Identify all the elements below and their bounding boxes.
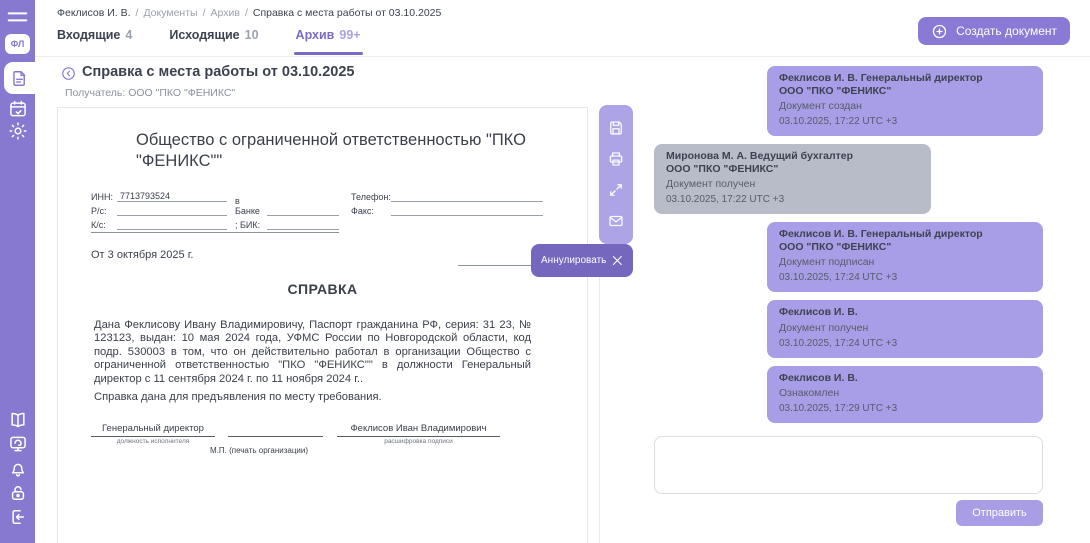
- message-timestamp: 03.10.2025, 17:22 UTC +3: [779, 116, 898, 127]
- inn-value: 7713793524: [117, 191, 227, 202]
- inn-label: ИНН:: [91, 192, 113, 202]
- message-action: Документ создан: [779, 100, 862, 112]
- message-timestamp: 03.10.2025, 17:29 UTC +3: [779, 403, 898, 414]
- message-author: Феклисов И. В.: [779, 371, 858, 384]
- signature-name-label: расшифровка подписи: [384, 438, 453, 445]
- security-lock-icon: [8, 483, 28, 503]
- fax-label: Факс:: [351, 206, 374, 216]
- bik-label: ; БИК:: [235, 220, 261, 230]
- print-icon[interactable]: [607, 150, 625, 168]
- sidebar: [0, 0, 35, 543]
- plus-circle-icon: [931, 23, 948, 40]
- message-author: Миронова М. А. Ведущий бухгалтер: [666, 150, 854, 162]
- sidebar-item-support[interactable]: [8, 434, 28, 454]
- bik-value-line: [267, 219, 339, 230]
- sidebar-item-handbook[interactable]: [8, 410, 28, 430]
- expand-icon[interactable]: [607, 181, 625, 199]
- message-org: ООО "ПКО "ФЕНИКС": [666, 162, 779, 175]
- sidebar-item-settings[interactable]: [8, 121, 28, 141]
- message-timestamp: 03.10.2025, 17:24 UTC +3: [779, 272, 898, 283]
- handbook-icon: [8, 410, 28, 430]
- bank-value-line: [267, 205, 339, 216]
- header-divider: [35, 56, 1090, 57]
- phone-label: Телефон:: [351, 192, 391, 202]
- signature-name: [337, 423, 500, 445]
- message-action: Документ получен: [666, 178, 756, 190]
- profile-badge[interactable]: ФЛ: [5, 34, 30, 54]
- document-date-line: От 3 октября 2025 г.: [91, 249, 194, 261]
- sidebar-item-security[interactable]: [8, 483, 28, 503]
- history-message: [767, 66, 1043, 136]
- rs-value-line: [117, 205, 227, 216]
- save-icon[interactable]: [607, 119, 625, 137]
- document-body: Дана Феклисову Ивану Владимировичу, Паспорт гражданина РФ, серия: 31 23, № 123123, выдан: 10 мая 2024 года, УФМС России по Новгородской области, код подр. 530003 в том, что он действительно работал в организации Общество с ограниченной ответственностью "ПКО "ФЕНИКС"" в должности Генеральный директор с 11 сентября 2024 г. по 11 ноября 2024 г..: [94, 319, 531, 385]
- document-requisites-right: [351, 190, 543, 218]
- tab-archive-label: Архив: [295, 28, 335, 42]
- breadcrumb-current: Справка с места работы от 03.10.2025: [252, 7, 442, 19]
- email-icon[interactable]: [607, 212, 625, 230]
- tab-outbox-count: 10: [244, 28, 259, 42]
- sidebar-item-documents[interactable]: [4, 62, 35, 94]
- sidebar-item-notifications[interactable]: [8, 459, 28, 479]
- message-org: ООО "ПКО "ФЕНИКС": [779, 240, 892, 253]
- tab-inbox[interactable]: [57, 28, 132, 55]
- breadcrumb-documents[interactable]: Документы: [143, 7, 198, 19]
- message-author: Феклисов И. В. Генеральный директор: [779, 72, 983, 84]
- create-document-button[interactable]: [918, 17, 1070, 45]
- breadcrumb-archive[interactable]: Архив: [210, 7, 240, 19]
- send-button[interactable]: Отправить: [956, 500, 1043, 526]
- message-action: Ознакомлен: [779, 387, 840, 399]
- signature-row: [91, 423, 500, 445]
- message-org: ООО "ПКО "ФЕНИКС": [779, 84, 892, 97]
- tab-archive[interactable]: [296, 28, 361, 55]
- support-icon: [8, 434, 28, 454]
- breadcrumb: [57, 7, 441, 19]
- annul-tooltip-label: Аннулировать: [541, 255, 607, 266]
- document-heading: СПРАВКА: [287, 281, 358, 297]
- documents-icon: [10, 69, 29, 88]
- notifications-bell-icon: [8, 459, 28, 479]
- message-action: Документ получен: [779, 321, 869, 334]
- tab-archive-count: 99+: [339, 28, 361, 42]
- column-divider: [599, 277, 600, 543]
- breadcrumb-user[interactable]: Феклисов И. В.: [57, 7, 131, 19]
- document-org-title: Общество с ограниченной ответственностью "ПКО "ФЕНИКС"": [136, 131, 526, 171]
- back-button[interactable]: [61, 66, 76, 81]
- logout-icon: [8, 507, 28, 527]
- recipient-line: Получатель: ООО "ПКО "ФЕНИКС": [65, 87, 236, 99]
- hamburger-menu-icon[interactable]: [7, 9, 28, 25]
- signature-name-value: Феклисов Иван Владимирович: [337, 423, 500, 437]
- document-requisites-left: [91, 190, 339, 232]
- chevron-left-circle-icon: [61, 66, 76, 81]
- phone-value-line: [391, 191, 543, 202]
- document-rule: [91, 232, 339, 233]
- stamp-note: М.П. (печать организации): [210, 446, 309, 455]
- tab-inbox-count: 4: [125, 28, 133, 42]
- bank-label: в Банке: [235, 196, 260, 216]
- signature-position: [91, 423, 215, 445]
- message-author: Феклисов И. В. Генеральный директор: [779, 228, 983, 240]
- settings-gear-icon: [8, 121, 28, 141]
- tab-outbox[interactable]: [169, 28, 258, 55]
- signature-blank: [228, 423, 323, 445]
- document-body-note: Справка дана для предъявления по месту требования.: [94, 391, 382, 403]
- document-number-line: [458, 265, 532, 266]
- sidebar-item-logout[interactable]: [8, 507, 28, 527]
- sidebar-item-tasks[interactable]: [8, 99, 28, 119]
- ks-value-line: [117, 219, 227, 230]
- breadcrumb-separator: /: [202, 7, 206, 19]
- signature-position-label: должность исполнителя: [116, 438, 190, 445]
- signature-blank-line: [228, 423, 323, 437]
- history-message: [767, 300, 1043, 358]
- tabs: [57, 28, 361, 55]
- annul-close-icon: [610, 252, 625, 269]
- history-message: [654, 144, 931, 214]
- rs-label: Р/с:: [91, 206, 107, 216]
- message-timestamp: 03.10.2025, 17:24 UTC +3: [779, 337, 898, 349]
- breadcrumb-separator: /: [135, 7, 139, 19]
- document-toolbar: [599, 105, 633, 244]
- document-preview: [57, 107, 588, 543]
- tasks-calendar-icon: [8, 99, 28, 119]
- fax-value-line: [391, 205, 543, 216]
- message-timestamp: 03.10.2025, 17:22 UTC +3: [666, 194, 785, 205]
- signature-position-value: Генеральный директор: [91, 423, 215, 437]
- message-author: Феклисов И. В.: [779, 306, 858, 318]
- history-message: [767, 366, 1043, 424]
- ks-label: К/с:: [91, 220, 106, 230]
- breadcrumb-separator: /: [244, 7, 248, 19]
- message-action: Документ подписан: [779, 256, 875, 268]
- comment-input[interactable]: [654, 436, 1043, 494]
- page-title: Справка с места работы от 03.10.2025: [82, 64, 355, 80]
- history-message: [767, 222, 1043, 292]
- create-document-label: Создать документ: [956, 24, 1057, 38]
- document-history: [654, 66, 1043, 526]
- annul-document-button[interactable]: [531, 244, 633, 277]
- tab-inbox-label: Входящие: [57, 28, 121, 42]
- tab-outbox-label: Исходящие: [169, 28, 240, 42]
